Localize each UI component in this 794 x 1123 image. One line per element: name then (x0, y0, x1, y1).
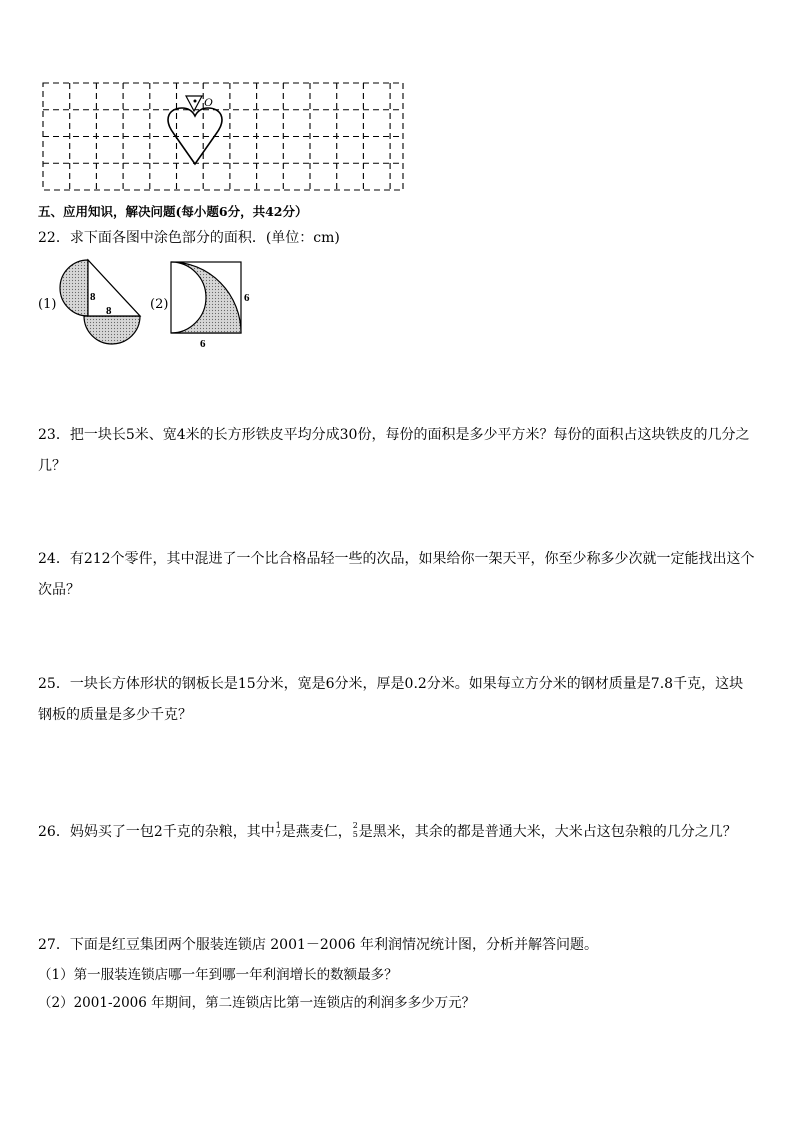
question-23-line1: 23．把一块长5米、宽4米的长方形铁皮平均分成30份，每份的面积是多少平方米？每份的面积占这块铁皮的几分之 (38, 427, 750, 443)
question-26-part2: 是燕麦仁， (281, 824, 352, 840)
question-27-intro: 27．下面是红豆集团两个服装连锁店 2001－2006 年利润情况统计图，分析并解答问题。 (38, 937, 598, 953)
origin-label: O (204, 95, 213, 109)
question-24-line2: 次品？ (38, 582, 80, 598)
fraction-2: 2 5 (352, 821, 358, 839)
figure-1 (50, 255, 150, 355)
question-26-part1: 26．妈妈买了一包2千克的杂粮，其中 (38, 824, 275, 840)
figure-2-dim-bottom: 6 (200, 338, 206, 350)
question-22: 22．求下面各图中涂色部分的面积．(单位：cm) (38, 230, 340, 246)
grid-figure (38, 78, 408, 196)
question-25-line1: 25．一块长方体形状的钢板长是15分米，宽是6分米，厚是0.2分米。如果每立方分米的钢材质量是7.8千克，这块 (38, 676, 744, 692)
figure-1-dim-a: 8 (90, 291, 96, 303)
question-27-sub2: （2）2001-2006 年期间，第二连锁店比第一连锁店的利润多多少万元？ (38, 995, 476, 1011)
fraction-1: 1 7 (275, 821, 281, 839)
question-25 (38, 669, 758, 731)
question-25-line2: 钢板的质量是多少千克？ (38, 707, 192, 723)
question-23 (38, 420, 758, 482)
figure-1-label: (1) (38, 297, 57, 312)
figure-2 (166, 258, 256, 350)
figure-1-dim-b: 8 (106, 305, 112, 317)
figure-2-dim-right: 6 (244, 292, 250, 304)
question-27 (38, 930, 758, 1017)
question-24-line1: 24．有212个零件，其中混进了一个比合格品轻一些的次品，如果给你一架天平，你至少称多少次就一定能找出这个 (38, 551, 755, 567)
figure-2-label: (2) (150, 297, 169, 312)
question-24 (38, 544, 758, 606)
section-heading: 五、应用知识，解决问题(每小题6分，共42分） (38, 204, 308, 219)
question-26 (38, 817, 758, 848)
question-27-sub1: （1）第一服装连锁店哪一年到哪一年利润增长的数额最多？ (38, 967, 398, 983)
question-23-line2: 几？ (38, 458, 66, 474)
question-26-part3: 是黑米，其余的都是普通大米，大米占这包杂粮的几分之几？ (358, 824, 737, 840)
